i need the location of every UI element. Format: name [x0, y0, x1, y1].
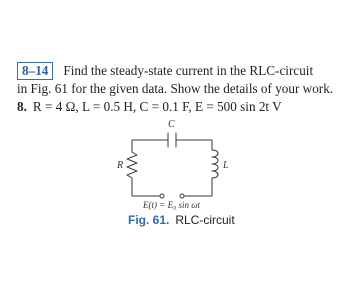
figure-number: Fig. 61. [128, 213, 170, 227]
problem-number: 8. [17, 99, 27, 114]
left-wire-bottom [132, 178, 160, 196]
source-terminal-right [180, 194, 184, 198]
section-badge: 8–14 [17, 62, 53, 80]
right-wire-bottom [184, 178, 212, 196]
problem-intro-line1 [17, 62, 313, 80]
problem-equation: R = 4 Ω, L = 0.5 H, C = 0.1 F, E = 500 sin 2t V [32, 99, 282, 114]
source-label: E(t) = E₀ sin ωt [143, 200, 201, 210]
figure-caption [128, 213, 235, 227]
resistor-label: R [117, 160, 124, 171]
inductor-coil [212, 150, 218, 178]
problem-intro-text2: in Fig. 61 for the given data. Show the details of your work. [17, 81, 334, 96]
problem-statement [17, 98, 282, 116]
problem-intro-text1: Find the steady-state current in the RLC-circuit [63, 63, 314, 78]
inductor-label: L [223, 160, 229, 171]
problem-intro-line2 [17, 80, 333, 98]
source-terminal-left [160, 194, 164, 198]
resistor-zigzag [127, 152, 137, 178]
figure-title: RLC-circuit [175, 213, 235, 227]
capacitor-label: C [168, 119, 175, 130]
